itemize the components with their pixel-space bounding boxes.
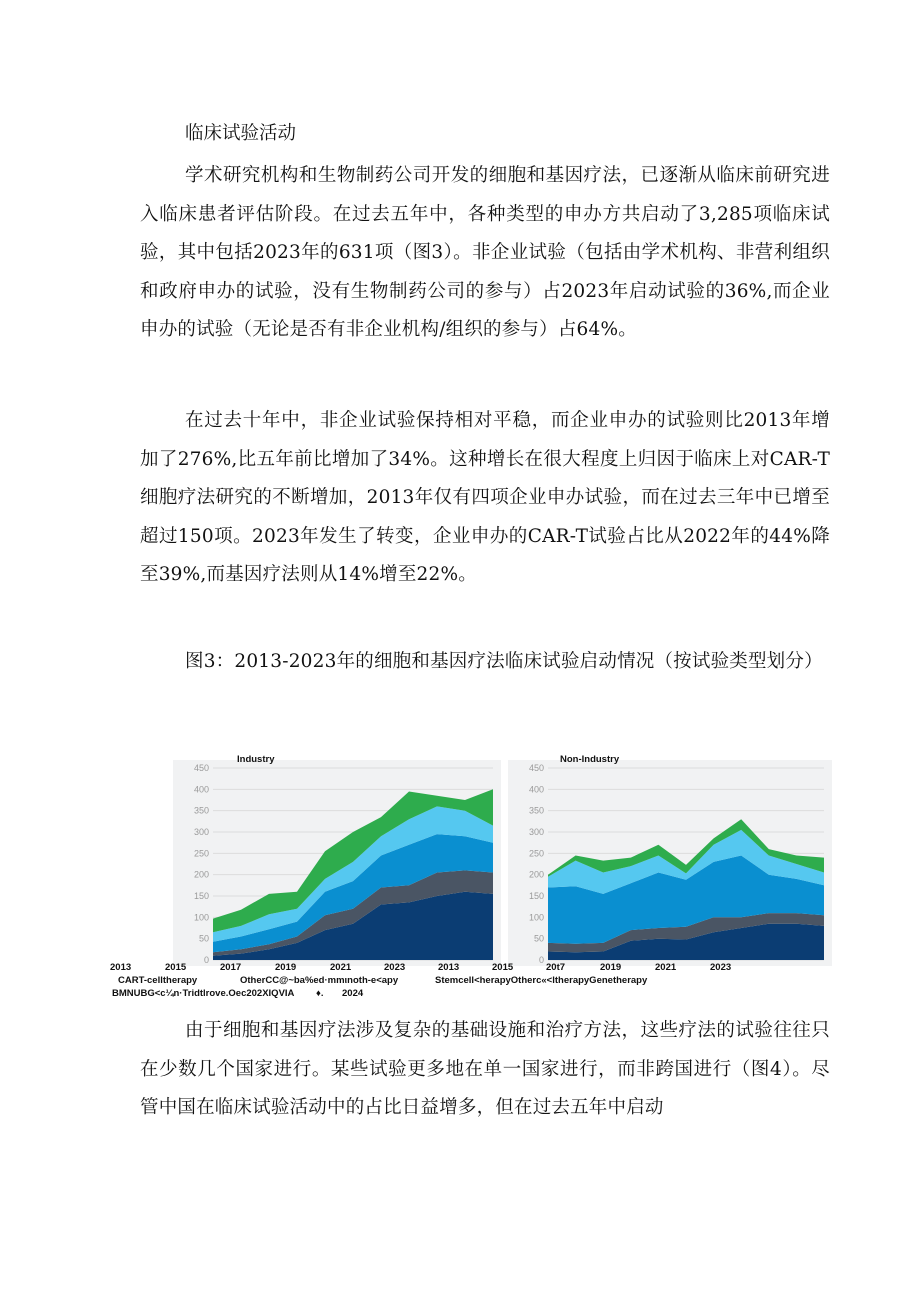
- x-label: 2021: [655, 962, 677, 973]
- y-tick-label: 150: [528, 891, 544, 901]
- y-tick-label: 100: [528, 912, 544, 923]
- paragraph-3: 由于细胞和基因疗法涉及复杂的基础设施和治疗方法，这些疗法的试验往往只在少数几个国家进行。某些试验更多地在单一国家进行，而非跨国进行（图4）。尽管中国在临床试验活动中的占比日益增多，但在过去五年中启动: [140, 1020, 830, 1118]
- legend-item: OtherCC@~ba%ed·mmιnoth-e<apy: [240, 975, 399, 986]
- x-label: 2019: [275, 962, 297, 973]
- y-tick-label: 150: [193, 891, 209, 901]
- chart-title: Non-Industry: [560, 754, 620, 765]
- source-year: 2024: [342, 988, 364, 999]
- y-tick-label: 100: [193, 912, 209, 923]
- x-label: 2023: [384, 962, 406, 973]
- y-tick-label: 50: [533, 933, 544, 944]
- y-tick-label: 0: [203, 955, 209, 965]
- y-tick-label: 250: [528, 848, 544, 859]
- y-tick-label: 300: [193, 827, 209, 837]
- source-mark: ♦.: [316, 988, 324, 999]
- x-label: 2013: [438, 962, 460, 973]
- x-label: 2017: [220, 962, 242, 973]
- paragraph-1: 学术研究机构和生物制药公司开发的细胞和基因疗法，已逐渐从临床前研究进入临床患者评估阶段。在过去五年中，各种类型的申办方共启动了3,285项临床试验，其中包括2023年的631项（图3）。非企业试验（包括由学术机构、非营利组织和政府申办的试验，没有生物制药公司的参与）占2023年启动试验的36%,而企业申办的试验（无论是否有非企业机构/组织的参与）占64%。: [140, 165, 830, 340]
- x-label: 2015: [492, 962, 514, 973]
- x-label: 2023: [710, 962, 732, 973]
- y-tick-label: 350: [193, 805, 209, 816]
- y-tick-label: 450: [528, 763, 544, 773]
- y-tick-label: 400: [193, 784, 209, 795]
- y-tick-label: 200: [193, 869, 209, 880]
- section-heading: 临床试验活动: [185, 123, 297, 144]
- chart-title: Industry: [237, 754, 275, 765]
- figure-caption: 图3：2013-2023年的细胞和基因疗法临床试验启动情况（按试验类型划分）: [185, 651, 823, 672]
- y-tick-label: 200: [528, 869, 544, 880]
- source-note: BMNUBG<c¼n·Tridtlrove.Oec202XIQVIA: [112, 988, 295, 999]
- x-label: 2021: [330, 962, 352, 973]
- legend-item: Stemcell<herapyOtherc«<ltherapyGenetherapy: [435, 975, 648, 986]
- y-tick-label: 300: [528, 827, 544, 837]
- y-tick-label: 350: [528, 805, 544, 816]
- y-tick-label: 0: [538, 955, 544, 965]
- x-label: 20t7: [546, 962, 566, 973]
- y-tick-label: 450: [193, 763, 209, 773]
- x-label: 2013: [110, 962, 132, 973]
- y-tick-label: 400: [528, 784, 544, 795]
- x-label: 2015: [165, 962, 187, 973]
- paragraph-2: 在过去十年中，非企业试验保持相对平稳，而企业申办的试验则比2013年增加了276%,比五年前比增加了34%。这种增长在很大程度上归因于临床上对CAR-T细胞疗法研究的不断增加，2013年仅有四项企业申办试验，而在过去三年中已增至超过150项。2023年发生了转变，企业申办的CAR-T试验占比从2022年的44%降至39%,而基因疗法则从14%增至22%。: [140, 410, 830, 585]
- y-tick-label: 250: [193, 848, 209, 859]
- x-label: 2019: [600, 962, 622, 973]
- legend-item: CART-celltherapy: [118, 975, 198, 986]
- y-tick-label: 50: [198, 933, 209, 944]
